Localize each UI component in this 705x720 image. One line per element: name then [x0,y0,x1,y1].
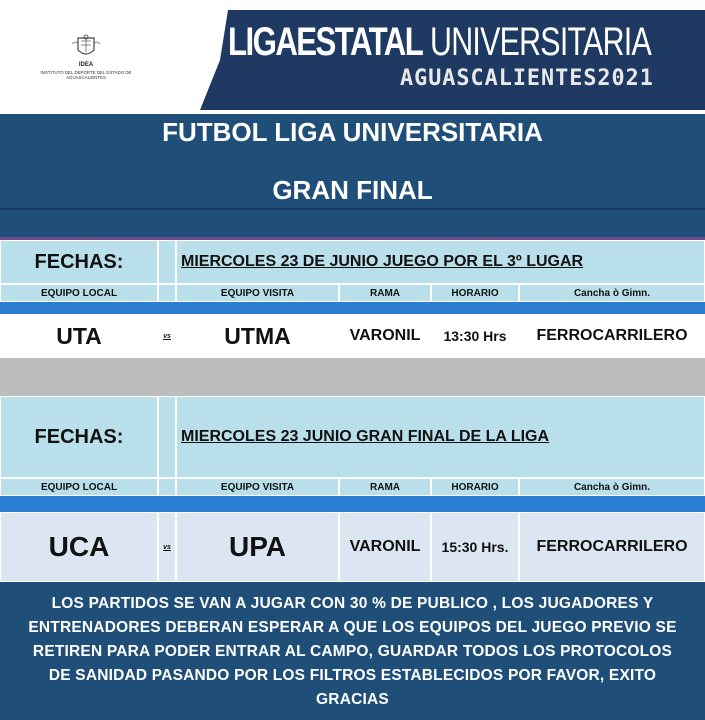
vs-cell [158,512,176,582]
vs-cell [158,314,176,358]
col-header-visita-label: EQUIPO VISITA [220,481,295,493]
notice-text: LOS PARTIDOS SE VAN A JUGAR CON 30 % DE PUBLICO , LOS JUGADORES Y ENTRENADORES DEBERAN ESPERAR A QUE LOS EQUIPOS DEL JUEGO PREVIO SE RETIREN PARA PODER ENTRAR AL CAMPO, GUARDAR TODOS LOS PROTOCOLOS DE SANIDAD PASANDO POR LOS FILTROS ESTABLECIDOS POR FAVOR, EXITO GRACIAS [28,595,677,708]
cancha-cell [519,314,705,358]
away-team-cell [176,314,339,358]
col-header-visita [176,478,339,496]
col-header-rama-label: RAMA [370,287,400,299]
col-header-rama-label: RAMA [370,481,400,493]
header-title-bold: LIGAESTATAL [228,20,423,64]
col-header-cancha [519,478,705,496]
horario-value: 13:30 Hrs [443,328,507,344]
col-header-horario [431,284,519,302]
horario-cell [431,314,519,358]
col-header-cancha-label: Cancha ò Gimn. [573,481,651,493]
col-header-local [0,284,158,302]
header-title-light: UNIVERSITARIA [430,20,651,64]
horario-value: 15:30 Hrs. [441,539,509,555]
home-team-cell [0,512,158,582]
page-subtitle: GRAN FINAL [272,175,433,205]
logo-text: IDEA [78,62,94,68]
cancha-value: FERROCARRILERO [536,327,688,344]
col-header-local-label: EQUIPO LOCAL [40,287,118,299]
fechas-label-cell [0,396,158,478]
fechas-label: FECHAS: [34,425,124,448]
home-team: UCA [48,531,110,562]
col-header-visita [176,284,339,302]
rama-value: VARONIL [349,538,421,555]
coat-of-arms-icon [68,34,104,60]
rama-cell [339,314,431,358]
home-team-cell [0,314,158,358]
col-header-horario-label: HORARIO [451,287,499,299]
cancha-value: FERROCARRILERO [536,538,688,555]
vs-label: vs [163,543,171,551]
horario-cell [431,512,519,582]
away-team: UPA [228,531,287,562]
vs-label: vs [163,332,171,340]
away-team: UTMA [224,322,291,349]
match-date-cell [176,396,705,478]
spacer-cell [158,396,176,478]
col-header-local-label: EQUIPO LOCAL [40,481,118,493]
cancha-cell [519,512,705,582]
home-team: UTA [56,322,102,349]
away-team-cell [176,512,339,582]
blue-strip [0,496,705,512]
match-date-cell [176,240,705,284]
col-header-cancha-label: Cancha ò Gimn. [573,287,651,299]
blue-strip [0,302,705,314]
divider [0,208,705,210]
logo-subtitle: INSTITUTO DEL DEPORTE DEL ESTADO DE AGUASCALIENTES [40,70,132,80]
col-header-spacer [158,284,176,302]
fechas-label: FECHAS: [34,250,124,273]
col-header-rama [339,284,431,302]
col-header-cancha [519,284,705,302]
match-date: MIERCOLES 23 JUNIO GRAN FINAL DE LA LIGA [181,428,550,445]
col-header-horario-label: HORARIO [451,481,499,493]
separator-band [0,358,705,396]
col-header-horario [431,478,519,496]
rama-value: VARONIL [349,327,421,344]
page-title: FUTBOL LIGA UNIVERSITARIA [162,117,543,147]
col-header-visita-label: EQUIPO VISITA [220,287,295,299]
rama-cell [339,512,431,582]
spacer-cell [158,240,176,284]
fechas-label-cell [0,240,158,284]
col-header-rama [339,478,431,496]
header-left-panel [0,0,230,112]
header-subtitle: AGUASCALIENTES2021 [400,66,654,91]
col-header-local [0,478,158,496]
match-date: MIERCOLES 23 DE JUNIO JUEGO POR EL 3º LUGAR [181,253,584,270]
col-header-spacer [158,478,176,496]
